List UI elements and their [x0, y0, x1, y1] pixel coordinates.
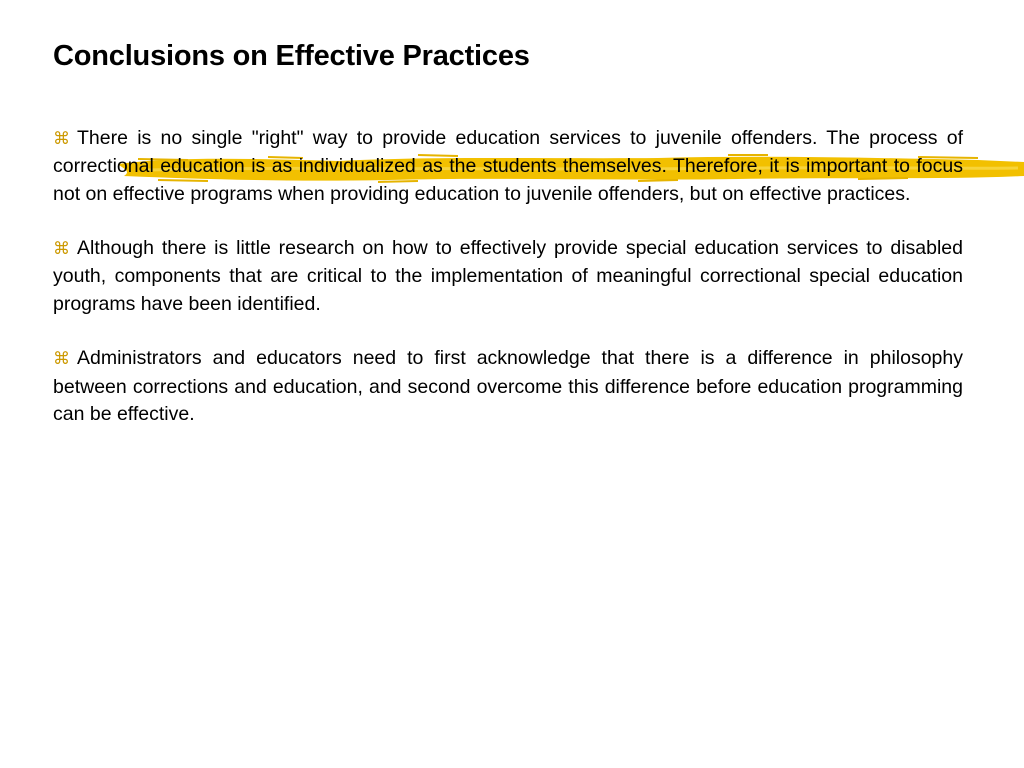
slide-title: Conclusions on Effective Practices — [53, 40, 530, 72]
bullet-item — [53, 345, 963, 428]
bullet-text: Administrators and educators need to first acknowledge that there is a difference in philosophy between corrections and education, and second overcome this difference before education programming can be effective. — [53, 347, 963, 425]
command-icon: ⌘ — [53, 129, 70, 149]
bullet-text: Although there is little research on how to effectively provide special education services to disabled youth, components that are critical to the implementation of meaningful correctional special education programs have been identified. — [53, 237, 963, 315]
command-icon: ⌘ — [53, 239, 70, 260]
bullet-text: There is no single "right" way to provide education services to juvenile offenders. The process of correctional education is as individualized as the students themselves. Therefore, it is important to focus not on effective programs when providing education to juvenile offenders, but on effective practices. — [53, 127, 963, 205]
bullet-item — [53, 125, 963, 208]
bullet-item — [53, 235, 963, 318]
command-icon: ⌘ — [53, 349, 70, 370]
bullet-list — [53, 125, 963, 456]
